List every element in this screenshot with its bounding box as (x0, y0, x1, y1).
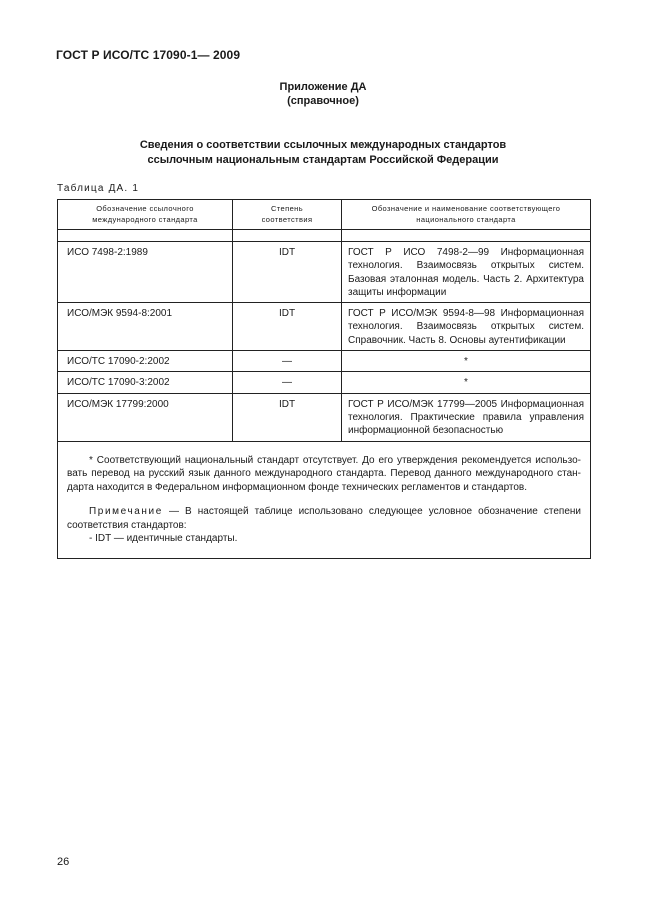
section-title (0, 138, 646, 168)
note-label: Примечание (89, 506, 163, 518)
header-line: Обозначение и наименование соответствующего (371, 204, 561, 213)
note-text: — В настоящей таблице использовано следующее условное обозначение степени соответствия стандартов: (67, 506, 581, 531)
cell-national: * (342, 351, 591, 372)
cell-reference: ИСО 7498-2:1989 (58, 242, 233, 303)
cell-degree: IDT (233, 242, 342, 303)
header-line: соответствия (261, 215, 313, 224)
cell-national: ГОСТ Р ИСО/МЭК 17799—2005 Информационная технология. Практические правила управления информационной безопасностью (342, 393, 591, 441)
annex-title: Приложение ДА (279, 81, 367, 93)
note (67, 505, 581, 532)
cell-reference: ИСО/ТС 17090-3:2002 (58, 372, 233, 393)
table-header-row (58, 200, 591, 230)
column-header-reference (58, 200, 233, 230)
table-spacer-row (58, 230, 591, 242)
page-number: 26 (57, 856, 70, 868)
cell-degree: IDT (233, 393, 342, 441)
column-header-national (342, 200, 591, 230)
header-line: Степень (270, 204, 304, 213)
section-title-line-1: Сведения о соответствии ссылочных международных стандартов (139, 139, 507, 151)
annex-heading (0, 80, 646, 108)
cell-national: ГОСТ Р ИСО/МЭК 9594-8—98 Информационная технология. Взаимосвязь открытых систем. Справочник. Часть 8. Основы аутентификации (342, 303, 591, 351)
cell-national: * (342, 372, 591, 393)
header-line: национального стандарта (416, 215, 516, 224)
cell-reference: ИСО/МЭК 17799:2000 (58, 393, 233, 441)
table-row (58, 372, 591, 393)
column-header-degree (233, 200, 342, 230)
cell-reference: ИСО/МЭК 9594-8:2001 (58, 303, 233, 351)
cell-degree: — (233, 351, 342, 372)
footnote: * Соответствующий национальный стандарт отсутствует. До его утверждения рекомендуется использовать перевод на русский язык данного международного стандарта. Перевод данного международного стандарта находится в Федеральном информационном фонде технических регламентов и стандартов. (67, 454, 581, 493)
annex-subtitle: (справочное) (287, 95, 359, 107)
cell-national: ГОСТ Р ИСО 7498-2—99 Информационная технология. Взаимосвязь открытых систем. Базовая эталонная модель. Часть 2. Архитектура защиты информации (342, 242, 591, 303)
note-item: - IDT — идентичные стандарты. (89, 533, 238, 545)
table-footer (58, 441, 591, 558)
table-row (58, 393, 591, 441)
correspondence-table (57, 199, 591, 559)
table-row (58, 242, 591, 303)
table-footer-row (58, 441, 591, 558)
header-line: международного стандарта (92, 215, 198, 224)
table-caption: Таблица ДА. 1 (57, 183, 140, 194)
section-title-line-2: ссылочным национальным стандартам Российской Федерации (147, 154, 499, 166)
cell-degree: IDT (233, 303, 342, 351)
document-header: ГОСТ Р ИСО/ТС 17090-1— 2009 (56, 48, 241, 62)
header-line: Обозначение ссылочного (96, 204, 194, 213)
cell-degree: — (233, 372, 342, 393)
table-row (58, 351, 591, 372)
cell-reference: ИСО/ТС 17090-2:2002 (58, 351, 233, 372)
table-row (58, 303, 591, 351)
